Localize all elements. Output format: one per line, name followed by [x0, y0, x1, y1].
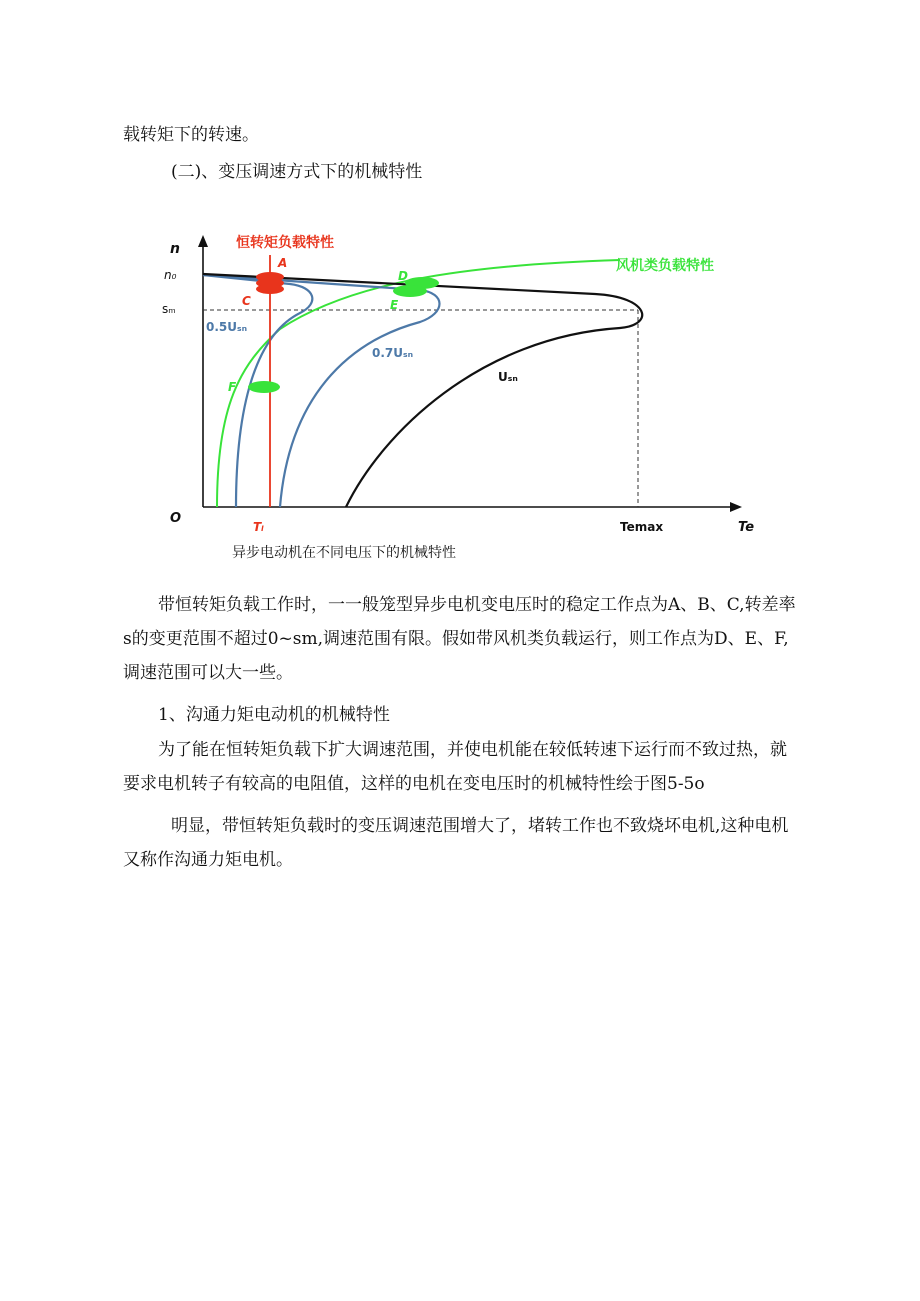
- temax-label: Temax: [620, 520, 664, 534]
- point-f-ellipse: [248, 381, 280, 393]
- fan-load-label: 风机类负载特性: [616, 258, 714, 274]
- chart-svg: [150, 225, 770, 545]
- y-axis-label: n: [170, 241, 180, 257]
- paragraph-line-4b: 要求电机转子有较高的电阻值，这样的电机在变电压时的机械特性绘于图5-5o: [123, 774, 705, 794]
- figure-caption: 异步电动机在不同电压下的机械特性: [232, 545, 456, 561]
- fan-load-curve: [217, 260, 620, 507]
- paragraph-line-2b: s的变更范围不超过0~sm,调速范围有限。假如带风机类负载运行，则工作点为D、E、F,: [123, 629, 789, 649]
- tl-label: Tₗ: [253, 520, 264, 534]
- paragraph-line-0: 载转矩下的转速。: [123, 125, 259, 145]
- paragraph-line-2c: 调速范围可以大一些。: [123, 663, 293, 683]
- paragraph-line-5b: 又称作沟通力矩电机。: [123, 850, 293, 870]
- curve-07usn-label: 0.7Uₛₙ: [372, 346, 414, 360]
- point-a-label: A: [278, 256, 288, 270]
- origin-label: O: [170, 511, 182, 526]
- n0-label: n₀: [164, 268, 177, 282]
- mechanical-characteristic-figure: [150, 225, 770, 565]
- curve-usn-label: Uₛₙ: [498, 370, 518, 384]
- sm-label: sₘ: [162, 302, 176, 316]
- y-axis-arrow: [198, 235, 208, 247]
- te-label: Te: [738, 520, 755, 535]
- paragraph-line-3: 1、沟通力矩电动机的机械特性: [158, 705, 390, 725]
- section-heading: (二)、变压调速方式下的机械特性: [171, 162, 423, 182]
- paragraph-line-4a: 为了能在恒转矩负载下扩大调速范围，并使电机能在较低转速下运行而不致过热，就: [158, 740, 787, 760]
- x-axis-arrow: [730, 502, 742, 512]
- point-c-label: C: [242, 294, 251, 308]
- point-f-label: F: [228, 380, 237, 394]
- paragraph-line-5a: 明显，带恒转矩负载时的变压调速范围增大了，堵转工作也不致烧坏电机,这种电机: [171, 816, 789, 836]
- paragraph-line-2a: 带恒转矩负载工作时，一一般笼型异步电机变电压时的稳定工作点为A、B、C,转差率: [158, 595, 796, 615]
- point-e-label: E: [390, 298, 399, 312]
- point-d-label: D: [398, 269, 408, 283]
- curve-05usn-label: 0.5Uₛₙ: [206, 320, 248, 334]
- constant-load-label: 恒转矩负载特性: [236, 235, 334, 251]
- point-e-ellipse: [393, 285, 427, 297]
- point-c-ellipse: [256, 284, 284, 294]
